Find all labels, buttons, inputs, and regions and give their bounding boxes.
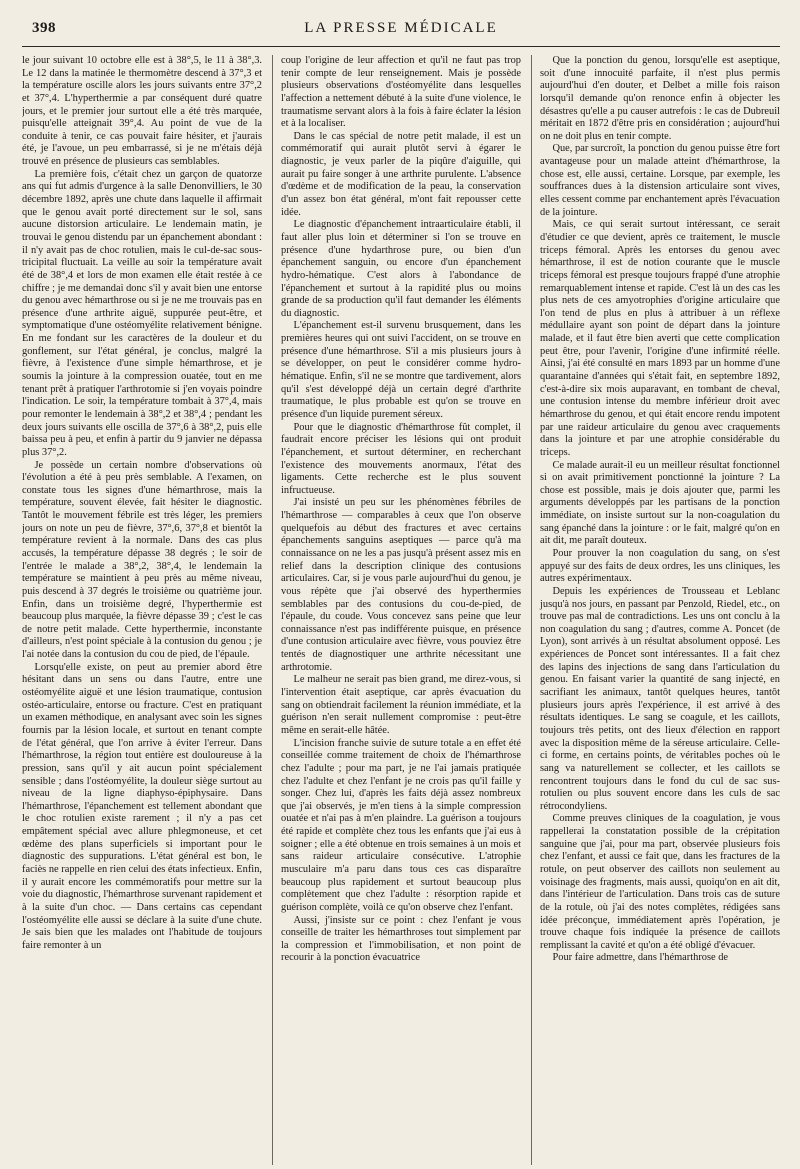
paragraph: Ce malade aurait-il eu un meilleur résultat fonctionnel si on avait primitivement ponctionné la jointure ? La chose est possible, mais je dois ajouter que, parmi les arguments développés par les partisans de la ponction immédiate, on insiste surtout sur la non-coagulation du sang épanché dans la jointure : or le fait, malgré qu'on en ait dit, me paraît douteux. — [540, 459, 780, 547]
text-column-3 — [531, 55, 780, 1165]
paragraph: Dans le cas spécial de notre petit malade, il est un commémoratif qui aurait plutôt servi à égarer le diagnostic, je veux parler de la piqûre d'aiguille, qui aurait pu faire songer à une arthrite purulente. L'absence d'œdème et de modification de la peau, la conservation d'un assez bon état général, m'ont fait repousser cette idée. — [281, 130, 521, 218]
paragraph: Comme preuves cliniques de la coagulation, je vous rappellerai la constatation possible de la crépitation sanguine que j'ai, pour ma part, observée plusieurs fois chez l'enfant, et aussi ce fait que, dans les fractures de la rotule, on peut observer des caillots non seulement au voisinage des fragments, mais aussi, quoiqu'on en ait dit, dans l'intérieur de l'articulation. Dans trois cas de suture de la rotule, où j'ai des notes complètes, rédigées sans idée préconçue, immédiatement après l'opération, je trouve chaque fois indiquée la présence de caillots remplissant la cavité et qu'on a été obligé d'évacuer. — [540, 813, 780, 951]
paragraph: Je possède un certain nombre d'observations où l'évolution a été à peu près semblable. A l'examen, on constate tous les signes d'une hémarthrose, mais la température, souvent élevée, fait hésiter le diagnostic. Tantôt le mouvement fébrile est très léger, les premiers jours on note un peu de fièvre, 37°,6, 37°,8 et bientôt la température revient à la normale. Dans des cas plus accusés, la température dépasse 38 degrés ; le soir de l'entrée le malade a 38°,2, 38°,4, le lendemain la température se maintient à peu près au même niveau, puis descend à 37 degrés le troisième ou quatrième jour. Enfin, dans un troisième degré, l'hyperthermie est beaucoup plus marquée, la fièvre dépasse 39 ; c'est le cas de notre petit malade. Cette hyperthermie, inconstante d'ailleurs, n'est point spéciale à la contusion du genou ; je l'ai notée dans la contusion du cou de pied, de l'épaule. — [22, 459, 262, 661]
paragraph: Pour que le diagnostic d'hémarthrose fût complet, il faudrait encore préciser les lésions qui ont produit l'épanchement, et surtout déterminer, en recherchant l'existence des mouvements anormaux, l'état des ligaments. Cette recherche est le plus souvent infructueuse. — [281, 421, 521, 496]
text-columns — [22, 55, 780, 1165]
paragraph: coup l'origine de leur affection et qu'il ne faut pas trop tenir compte de leur renseignement. Mais je possède plusieurs observations d'ostéomyélite dans lesquelles l'affection a nettement débuté à la suite d'une violence, le traumatisme servant alors à la fois à faire éclater la lésion et à la localiser. — [281, 55, 521, 130]
paragraph: Depuis les expériences de Trousseau et Leblanc jusqu'à nos jours, en passant par Penzold, Riedel, etc., on trouve pas mal de contradictions. Les uns ont conclu à la non coagulation du sang ; d'autres, comme A. Poncet (de Lyon), sont arrivés à un résultat absolument opposé. Les expériences de Poncet sont intéressantes. Il a fait chez des lapins des injections de sang dans l'articulation du genou. En faisant varier la quantité de sang injecté, en sacrifiant les animaux, tantôt quelques heures, tantôt plusieurs jours après l'expérience, il est arrivé à des résultats identiques. Le sang se coagule, et les caillots, toujours très petits, ont des lieux d'élection en rapport avec la disposition même de la séreuse articulaire. Celle-ci forme, en certains points, de véritables poches où le sang va naturellement se collecter, et les caillots se rencontrent toujours dans le fond du cul de sac sus-rotulien ou plus souvent encore dans les culs de sac rétrocondyliens. — [540, 585, 780, 812]
page-header — [22, 16, 780, 47]
paragraph: L'incision franche suivie de suture totale a en effet été conseillée comme traitement de choix de l'hémarthrose chez l'adulte ; pour ma part, je ne l'ai jamais pratiquée chez l'adulte et chez l'enfant je ne crois pas qu'il faille y songer. Chez lui, d'après les faits déjà assez nombreux que j'ai observés, je m'en tiens à la simple compression ouatée et n'ai pas à m'en plaindre. La guérison a toujours été rapide et complète chez tous les enfants que j'ai eus à soigner ; elle a été obtenue en trois semaines à un mois et sans raideur articulaire consécutive. L'atrophie musculaire m'a paru dans tous ces cas disparaître beaucoup plus rapidement et surtout beaucoup plus complètement que chez l'adulte : résorption rapide et guérison complète, voilà ce qu'on observe chez l'enfant. — [281, 737, 521, 913]
paragraph: L'épanchement est-il survenu brusquement, dans les premières heures qui ont suivi l'accident, on se trouve en présence d'une hémarthrose. S'il a mis plusieurs jours à se développer, on peut le considérer comme hydro-hématique. Enfin, s'il ne se montre que tardivement, alors qu'il s'est développé déjà un certain degré d'arthrite traumatique, le plus probable est qu'on se trouve en présence d'un liquide purement séreux. — [281, 320, 521, 420]
paragraph: Pour prouver la non coagulation du sang, on s'est appuyé sur des faits de deux ordres, les uns cliniques, les autres expérimentaux. — [540, 547, 780, 585]
journal-title: LA PRESSE MÉDICALE — [304, 20, 498, 36]
text-column-1 — [22, 55, 262, 1165]
text-column-2 — [272, 55, 521, 1165]
paragraph: Mais, ce qui serait surtout intéressant, ce serait d'étudier ce que devient, après ce traitement, le muscle triceps fémoral. Après les entorses du genou avec hémarthrose, il est de notion courante que le muscle triceps fémoral est presque toujours frappé d'une atrophie remarquablement intense et rapide. C'est là un des cas les plus nets de ces amyotrophies d'origine articulaire que l'on tend de plus en plus à attribuer à un réflexe médullaire ayant son point de départ dans la jointure malade, et il faut être bien averti que cette complication peut être, pour l'avenir, l'origine d'une infirmité réelle. Ainsi, j'ai été consulté en mars 1893 par un homme d'une quarantaine d'années qui s'était fait, en septembre 1892, c'est-à-dire six mois auparavant, en tombant de cheval, une contusion intense du membre inférieur droit avec hémarthrose du genou, et qui était encore rendu impotent par une raideur articulaire du genou avec craquements dans la jointure et par une atrophie considérable du triceps. — [540, 219, 780, 458]
paragraph: Aussi, j'insiste sur ce point : chez l'enfant je vous conseille de traiter les hémarthroses tout simplement par la compression et l'immobilisation, et non point de recourir à la ponction évacuatrice — [281, 914, 521, 964]
paragraph: Que la ponction du genou, lorsqu'elle est aseptique, soit d'une innocuité parfaite, il n'est plus permis aujourd'hui d'en douter, et Delbet a mille fois raison lorsqu'il demande qu'on renonce enfin à objecter les désastres qu'elle a pu causer autrefois : le cas de Dubreuil méritait en 1872 d'être pris en considération ; aujourd'hui on ne doit plus en tenir compte. — [540, 55, 780, 142]
paragraph: Lorsqu'elle existe, on peut au premier abord être hésitant dans un sens ou dans l'autre, entre une ostéomyélite aiguë et une lésion traumatique, contusion ostéo-articulaire, entorse ou fracture. C'est en pratiquant un examen méthodique, en analysant avec soin les signes fournis par la lésion locale, et surtout en tenant compte de l'état général, que l'on arrive à éviter l'erreur. Dans l'hémarthrose, la région tout entière est douloureuse à la pression, sans qu'il y ait aucun point spécialement sensible ; dans l'ostéomyélite, la douleur siège surtout au niveau de la ligne diaphyso-épiphysaire. Dans l'hémarthrose, l'épanchement est tellement abondant que le choc rotulien existe rarement ; il n'y a pas cet empâtement spécial avec allure phlegmoneuse, et cet œdème des plans superficiels si important pour le diagnostic des suppurations. L'état général est bon, le faciès ne rappelle en rien celui des états infectieux. Enfin, il y aurait encore les commémoratifs pour mettre sur la voie du diagnostic, l'hémarthrose survenant rapidement et à la suite d'un choc. — Dans certains cas cependant l'ostéomyélite elle aussi se déclare à la suite d'une chute. Je sais bien que les malades ont l'habitude de toujours faire remonter à un — [22, 661, 262, 951]
paragraph: Pour faire admettre, dans l'hémarthrose de — [552, 952, 729, 964]
paragraph: J'ai insisté un peu sur les phénomènes fébriles de l'hémarthrose — comparables à ceux que l'on observe quelquefois au début des fractures et avec certains épanchements sanguins aseptiques — parce qu'à ma connaissance on ne les a pas jusqu'à présent assez mis en relief dans la description clinique des contusions articulaires. Car, si je vous parle aujourd'hui du genou, je vous répète que j'ai observé des hyperthermies semblables par des contusions du cou-de-pied, de l'épaule, du coude. Vous concevez sans peine que leur connaissance n'est pas indifférente puisque, en présence d'une contusion articulaire avec fièvre, vous pouviez être tentés de diagnostiquer une arthrite nécessitant une arthrotomie. — [281, 497, 521, 673]
paragraph: La première fois, c'était chez un garçon de quatorze ans qui fut admis d'urgence à la salle Denonvilliers, le 30 décembre 1892, après une chute dans laquelle il affirmait que le genou avait porté directement sur le sol, sans aucune distorsion articulaire. Le lendemain matin, je trouvai le genou distendu par un épanchement abondant : il n'y avait pas de choc rotulien, mais le cul-de-sac sous-tricipital fluctuait. La veille au soir la température avait été de 38°,4 et lors de mon examen elle était restée à ce chiffre ; je me demandai donc s'il y avait bien une entorse du genou avec hémarthrose ou si je ne me trouvais pas en présence d'une arthrite aiguë, suppurée peut-être, et symptomatique d'une ostéomyélite relativement bénigne. En me fondant sur les caractères de la douleur et du gonflement, sur l'état général, je conclus, malgré la fièvre, à l'existence d'une simple hémarthrose, et je soumis la jointure à la compression ouatée, tout en me tenant prêt à pratiquer l'arthrotomie si j'en voyais poindre l'indication. Le soir, la température tombait à 37°,4, mais pour remonter le lendemain à 38°,2 et 38°,4 ; pendant les deux jours suivants elle oscilla de 37°,6 à 38°,2, puis elle baissa peu à peu, et enfin à partir du 9 janvier ne dépassa plus 37°,2. — [22, 168, 262, 458]
paragraph: Que, par surcroît, la ponction du genou puisse être fort avantageuse pour un malade atteint d'hémarthrose, la chose est, elle aussi, certaine. Lorsque, par exemple, les souffrances dues à la distension articulaire sont vives, elles cessent comme par enchantement après l'évacuation de la jointure. — [540, 143, 780, 218]
paragraph: Le malheur ne serait pas bien grand, me direz-vous, si l'intervention était aseptique, car après évacuation du sang on obtiendrait facilement la réunion immédiate, et la guérison n'en serait nullement compromise : peut-être même en serait-elle hâtée. — [281, 674, 521, 736]
paragraph: Le diagnostic d'épanchement intraarticulaire établi, il faut aller plus loin et déterminer si l'on se trouve en présence d'une hydarthrose pure, ou bien d'un épanchement sanguin, ou encore d'un épanchement hydro-hématique. C'est alors à l'abondance de l'épanchement et surtout à la rapidité plus ou moins grande de sa production qu'il faut demander les éléments du diagnostic. — [281, 219, 521, 319]
page-number: 398 — [32, 20, 56, 36]
paragraph: le jour suivant 10 octobre elle est à 38°,5, le 11 à 38°,3. Le 12 dans la matinée le thermomètre descend à 37°,3 et la température oscille alors les jours suivants entre 37°,2 et 37°,4. L'hyperthermie a par conséquent duré quatre jours, et le premier jour surtout elle a été très marquée, puisqu'elle atteignait 39°,4. Au point de vue de la conduite à tenir, ce cas pouvait faire hésiter, et j'aurais été, je l'avoue, un peu embarrassé, si je ne m'étais déjà trouvé en présence de plusieurs cas semblables. — [22, 55, 262, 168]
